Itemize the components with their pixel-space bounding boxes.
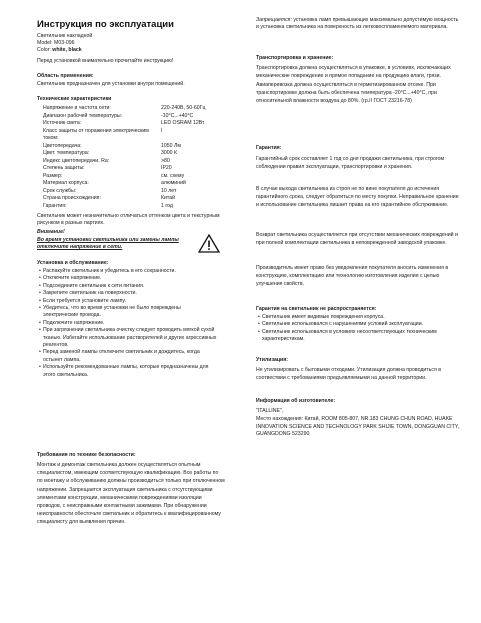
bullet-icon: • <box>39 305 41 312</box>
spec-row <box>37 203 237 211</box>
product-name: Светильник накладной <box>37 33 93 39</box>
list-item <box>37 283 217 290</box>
list-item <box>37 305 217 320</box>
spec-value: алюминий <box>161 180 186 186</box>
guarantee-p3: Возврат светильника осуществляется при отсутствии механических повреждений и при полной комплектации светильника в неповрежденной заводской упаковке. <box>256 232 458 247</box>
list-item-text: Отключите напряжение. <box>43 275 102 282</box>
spec-row <box>37 173 237 181</box>
spec-value: I <box>161 127 163 134</box>
bullet-icon: • <box>39 275 41 282</box>
spec-key: Класс защиты от поражения электрическим током: <box>43 127 149 141</box>
spec-key: Степень защиты: <box>43 165 85 171</box>
bullet-icon: • <box>39 290 41 297</box>
disposal-text: Не утилизировать с бытовыми отходами. Утилизация должна проводиться в соотвествии с требованиями предъявляемыми на данной территории. <box>256 367 441 382</box>
list-item <box>37 349 217 364</box>
specs-heading: Технические характеристики <box>37 96 112 102</box>
manufacturer-heading: Информация об изготовителе: <box>256 398 336 404</box>
product-color <box>37 47 249 54</box>
guarantee-p2: В случае выхода светильника из строя не по вине покупателя до истечения гарантийного срока, следует обратиться по месту покупки. Неправильное хранение и использование светильника лишает права на его гарантийное обслуживание. <box>256 186 459 209</box>
spec-key: Напряжение и частота сети: <box>43 105 111 111</box>
spec-value: 1 год <box>161 202 173 209</box>
spec-row <box>37 143 237 151</box>
spec-row <box>37 105 237 113</box>
list-item <box>256 329 461 344</box>
spec-row <box>37 128 237 143</box>
spec-key: Материал корпуса: <box>43 180 89 186</box>
list-item-text: Светильник имеет видимые повреждения корпуса. <box>262 314 385 320</box>
list-item-text: При загрязнении светильника очистку следует проводить мягкой сухой тканью. Избегайте использование растворителей и других агрессивных реагентов. <box>43 327 217 349</box>
application-text: Светильник предназначен для установки внутри помещений. <box>37 81 185 87</box>
list-item-text: Если требуется установите лампу. <box>43 297 126 304</box>
spec-key: Гарантия: <box>43 202 67 209</box>
spec-value: Китай <box>161 195 176 201</box>
guarantee-p4: Производитель имеет право без уведомления покупателя вносить изменения в конструкцию, комплектацию или технологию изготовления изделия с целью улучшения свойств. <box>256 265 449 288</box>
safety-heading: Требования по технике безопасности: <box>37 452 136 458</box>
spec-key: Индекс цветопередачи, Ra: <box>43 157 110 164</box>
list-item-text: Закрепите светильник на поверхности. <box>43 290 137 297</box>
manufacturer-name: "ITALLINE", <box>256 408 284 414</box>
warning-text: Во время установки светильника или замены лампы отключите напряжение в сети. <box>37 237 179 251</box>
list-item-text: Светильник использовался в условиях несоответствующих техническим характеристикам. <box>262 328 437 343</box>
product-model: Model: M03-096 <box>37 40 75 47</box>
safety-text: Монтаж и демонтаж светильника должен осуществляться опытным специалистом, имеющим соответствующую квалификацию. Все работы по по монтажу и обслуживанию должны производиться только при отключенном напряжении. Запрещается эксплуатация светильника с отсутствующими элементами конструкции, механическими повреждениями изоляции проводов, с неисправными контактными зажимами. При обнаружении неисправности обесточьте светильник и обратитесь к квалифицированному специалисту для выявления причин. <box>37 462 225 526</box>
document-title: Инструкция по эксплуатации <box>37 19 174 30</box>
guarantee-p1: Гарантийный срок составляет 1 год со дня продажи светильника, при строгом соблюдении правил эксплуатации, транспортировки и хранения. <box>256 156 445 171</box>
no-warranty-heading: Гарантия на светильник не распространяется: <box>256 306 377 312</box>
spec-row <box>37 120 237 128</box>
spec-value: 220-240В, 50-60Гц <box>161 105 206 111</box>
spec-value: LED OSRAM 12Вт <box>161 120 205 126</box>
spec-value: -10°С...+40°С <box>161 112 194 119</box>
list-item <box>37 298 217 305</box>
warning-triangle-icon <box>198 234 220 253</box>
spec-value: 10 лет <box>161 187 177 194</box>
spec-key: Цвет. температура: <box>43 150 90 156</box>
bullet-icon: • <box>258 321 260 328</box>
list-item-text: Убедитесь, что во время установки не было повреждены электрические провода. <box>43 305 181 319</box>
list-item-text: Используйте рекомендованные лампы, которые предназначены для этого светильника. <box>43 364 209 378</box>
prohibited-text <box>256 17 461 31</box>
spec-value: 1050 Лм <box>161 142 181 149</box>
bullet-icon: • <box>39 297 41 304</box>
spec-row <box>37 195 237 203</box>
install-heading: Установка и обслуживание: <box>37 260 109 266</box>
spec-key: Источник света: <box>43 120 82 126</box>
spec-value: IP20 <box>161 165 172 171</box>
spec-row <box>37 180 237 188</box>
list-item-text: Подключите напряжение. <box>43 319 105 326</box>
prohibited-label: Запрещается: <box>256 17 292 23</box>
no-warranty-list <box>256 314 461 344</box>
bullet-icon: • <box>258 328 260 335</box>
bullet-icon: • <box>258 314 260 320</box>
bullet-icon: • <box>39 268 41 274</box>
install-list <box>37 268 217 379</box>
disposal-heading: Утилизация: <box>256 357 288 363</box>
spec-key: Размер: <box>43 172 63 179</box>
spec-value: см. схему <box>161 172 185 179</box>
transport-heading: Транспортировка и хранение: <box>256 55 334 61</box>
spec-row <box>37 150 237 158</box>
spec-value: >80 <box>161 157 170 164</box>
spec-key: Срок службы: <box>43 187 77 194</box>
spec-row <box>37 188 237 196</box>
list-item <box>37 364 217 379</box>
manufacturer-address: Место нахождения: Китай, ROOM 805-807, NR.183 CHUNG CHUN ROAD, HUAKE INNOVATION SCIENCE AND TECHNOLOGY PARK SHIJIE TOWN, DONGGUAN CITY, GUANGDONG 523290 <box>256 416 460 438</box>
intro-text: Перед установкой внимательно прочитайте инструкцию! <box>37 58 174 64</box>
spec-row <box>37 158 237 166</box>
bullet-icon: • <box>39 319 41 326</box>
bullet-icon: • <box>39 364 41 371</box>
spec-key: Цветопередача: <box>43 142 82 149</box>
product-block <box>37 33 249 55</box>
list-item <box>37 290 217 297</box>
color-label: Color: <box>37 47 53 54</box>
list-item <box>37 275 217 282</box>
list-item <box>37 268 217 275</box>
warning-heading: Внимание! <box>37 229 65 235</box>
texture-note: Светильник может незначительно отличаться оттенком цвета и текстурным рисунком в разных партиях. <box>37 213 220 227</box>
list-item-text: Подсоедините светильник к сети питания. <box>43 282 145 289</box>
bullet-icon: • <box>39 349 41 356</box>
list-item <box>256 321 461 328</box>
spec-row <box>37 165 237 173</box>
transport-text: Транспортировка должна осуществляться в упаковке, в условиях, исключающих механические повреждение и прямое попадание на продукцию влаги, грязи. Авиаперевозка должна осуществляться в герметизированном отсеке. При транспортировке должна быть обеспечена температура -20°С...+40°С, при относительной влажности воздуха до 80%. (гр.II ГОСТ 23216-78) <box>256 65 451 105</box>
specs-table <box>37 105 237 210</box>
guarantee-heading: Гарантия: <box>256 145 282 151</box>
spec-key: Страна происхождения: <box>43 195 101 201</box>
bullet-icon: • <box>39 282 41 289</box>
list-item-text: Распакуйте светильник и убедитесь в его сохранности. <box>43 268 176 274</box>
list-item-text: Перед заменой лампы отключите светильник и дождитесь, когда остынет лампа. <box>43 349 200 363</box>
list-item-text: Светильник использовался с нарушениями условий эксплуатации. <box>262 321 424 328</box>
prohibited-body: установка ламп превышающих максимально допустимую мощность и установка светильника на поверхность из легковоспламеняемого материала. <box>256 17 459 31</box>
bullet-icon: • <box>39 327 41 334</box>
spec-row <box>37 113 237 121</box>
spec-key: Диапазон рабочей температуры: <box>43 112 123 119</box>
list-item <box>37 327 217 349</box>
spec-value: 3000 К <box>161 150 178 156</box>
color-value: white, black <box>52 47 82 54</box>
application-heading: Область применения: <box>37 73 94 79</box>
